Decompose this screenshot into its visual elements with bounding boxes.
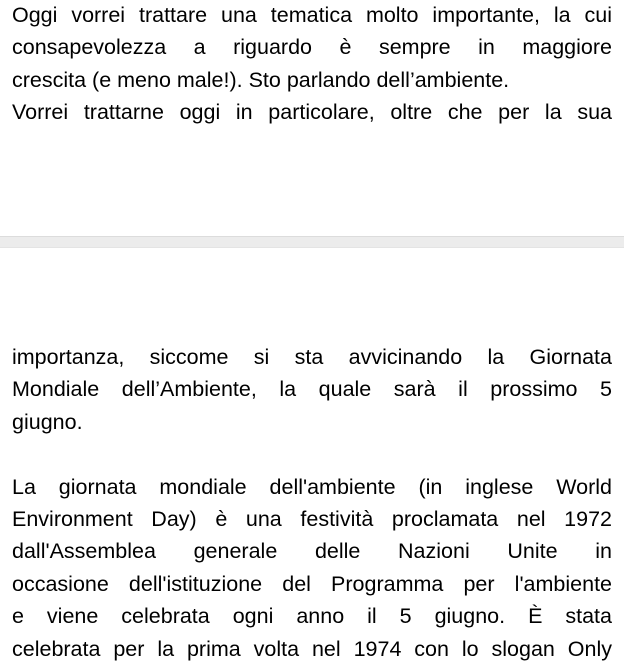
paragraph-intro xyxy=(12,0,612,129)
text-line: e viene celebrata ogni anno il 5 giugno. È stata xyxy=(12,604,612,629)
text-line: Mondiale dell’Ambiente, la quale sarà il prossimo 5 xyxy=(12,377,612,402)
text-line: consapevolezza a riguardo è sempre in maggiore xyxy=(12,35,612,60)
text-line: giugno. xyxy=(12,409,83,434)
text-line: Vorrei trattarne oggi in particolare, oltre che per la sua xyxy=(12,100,612,125)
paragraph-spacer xyxy=(12,438,612,470)
text-line: Environment Day) è una festività proclamata nel 1972 xyxy=(12,506,612,531)
text-line: crescita (e meno male!). Sto parlando dell’ambiente. xyxy=(12,67,510,92)
document-page-bottom xyxy=(0,248,624,664)
text-line: importanza, siccome si sta avvicinando la Giornata xyxy=(12,345,612,369)
text-line: Oggi vorrei trattare una tematica molto importante, la cui xyxy=(12,3,612,27)
text-line: celebrata per la prima volta nel 1974 con lo slogan Only xyxy=(12,636,612,661)
page-break-separator xyxy=(0,236,624,248)
text-line: occasione dell'istituzione del Programma per l'ambiente xyxy=(12,571,612,596)
paragraph-continuation xyxy=(12,341,612,664)
text-line: dall'Assemblea generale delle Nazioni Unite in xyxy=(12,539,612,564)
text-line: La giornata mondiale dell'ambiente (in inglese World xyxy=(12,474,612,499)
document-page-top xyxy=(0,0,624,236)
